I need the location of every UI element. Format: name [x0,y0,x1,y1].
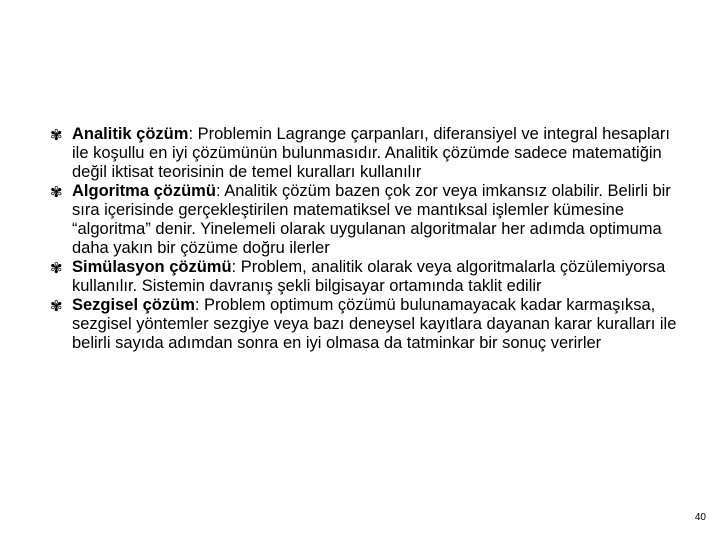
bullet-text [72,182,690,258]
bullet-text [72,296,690,353]
bullet-marker-icon: ✾ [50,127,63,144]
bullet-description: : Problem optimum çözümü bulunamayacak kadar karmaşıksa, sezgisel yöntemler sezgiye veya bazı deneysel kayıtlara dayanan karar kuralları ile belirli sayıda adımdan sonra en iyi olmasa da tatminkar bir sonuç verirler [72,296,677,352]
bullet-description: : Problemin Lagrange çarpanları, diferansiyel ve integral hesapları ile koşullu en iyi çözümünün bulunmasıdır. Analitik çözümde sadece matematiğin değil iktisat teorisinin de temel kuralları kullanılır [72,125,670,181]
bullet-item-simulasyon [50,258,690,296]
bullet-item-analitik [50,125,690,182]
bullet-description: : Analitik çözüm bazen çok zor veya imkansız olabilir. Belirli bir sıra içerisinde gerçekleştirilen matematiksel ve mantıksal işlemler kümesine “algoritma” denir. Yinelemeli olarak uygulanan algoritmalar her adımda optimuma daha yakın bir çözüme doğru ilerler [72,182,671,257]
bullet-marker-icon: ✾ [50,260,63,277]
bullet-term: Sezgisel çözüm [72,296,195,314]
bullet-marker-icon: ✾ [50,184,63,201]
bullet-text [72,258,690,296]
bullet-item-algoritma [50,182,690,258]
bullet-term: Algoritma çözümü [72,182,216,200]
bullet-term: Analitik çözüm [72,125,189,143]
page-number: 40 [694,512,706,523]
bullet-term: Simülasyon çözümü [72,258,232,276]
bullet-text [72,125,690,182]
bullet-list [50,125,690,353]
bullet-item-sezgisel [50,296,690,353]
bullet-description: : Problem, analitik olarak veya algoritmalarla çözülemiyorsa kullanılır. Sistemin davranış şekli bilgisayar ortamında taklit edilir [72,258,666,295]
bullet-marker-icon: ✾ [50,298,63,315]
